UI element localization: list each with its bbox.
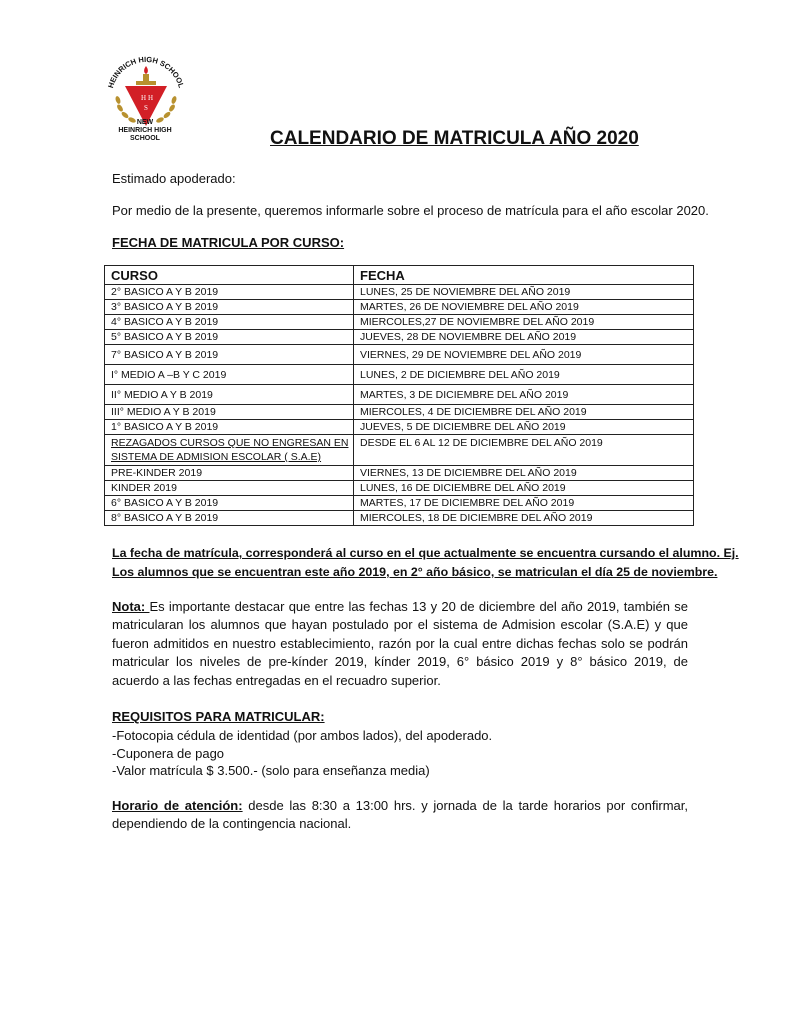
cell-fecha: LUNES, 25 DE NOVIEMBRE DEL AÑO 2019 (354, 285, 694, 300)
horario-text: desde las 8:30 a 13:00 hrs. y jornada de la tarde horarios por confirmar, dependiendo de la contingencia nacional. (112, 798, 688, 832)
requisito-item: -Fotocopia cédula de identidad (por ambos lados), del apoderado. (112, 728, 493, 743)
table-row (105, 345, 694, 365)
cell-curso: PRE-KINDER 2019 (105, 466, 354, 481)
logo-monogram-1: H (141, 94, 147, 102)
logo-monogram-2: H (148, 94, 154, 102)
table-row (105, 481, 694, 496)
header-fecha: FECHA (354, 266, 694, 285)
header-curso: CURSO (105, 266, 354, 285)
cell-curso: 5° BASICO A Y B 2019 (105, 330, 354, 345)
logo-arc-text: HEINRICH HIGH SCHOOL (106, 54, 186, 90)
cell-curso-rezagados (105, 435, 354, 466)
requisitos-heading: REQUISITOS PARA MATRICULAR: (112, 709, 325, 724)
cell-fecha: LUNES, 16 DE DICIEMBRE DEL AÑO 2019 (354, 481, 694, 496)
table-row (105, 435, 694, 466)
cell-fecha: MIERCOLES, 18 DE DICIEMBRE DEL AÑO 2019 (354, 511, 694, 526)
table-row (105, 300, 694, 315)
logo-monogram-3: S (144, 104, 148, 112)
cell-curso: 7° BASICO A Y B 2019 (105, 345, 354, 365)
cell-fecha: VIERNES, 29 DE NOVIEMBRE DEL AÑO 2019 (354, 345, 694, 365)
logo-caption (104, 119, 186, 143)
rezagados-line2: SISTEMA DE ADMISION ESCOLAR ( S.A.E) (111, 451, 322, 463)
horario-label: Horario de atención: (112, 798, 243, 813)
cell-fecha: VIERNES, 13 DE DICIEMBRE DEL AÑO 2019 (354, 466, 694, 481)
cell-curso: 8° BASICO A Y B 2019 (105, 511, 354, 526)
logo-caption-line2: HEINRICH HIGH SCHOOL (118, 127, 172, 142)
table-row (105, 405, 694, 420)
table-header-row (105, 266, 694, 285)
table-row (105, 385, 694, 405)
bold-note-line1: La fecha de matrícula, corresponderá al curso en el que actualmente se encuentra cursando el alumno. Ej. (112, 546, 739, 560)
cell-curso: KINDER 2019 (105, 481, 354, 496)
cell-fecha: MARTES, 26 DE NOVIEMBRE DEL AÑO 2019 (354, 300, 694, 315)
cell-fecha: JUEVES, 5 DE DICIEMBRE DEL AÑO 2019 (354, 420, 694, 435)
logo-caption-line1: NEW (136, 119, 154, 126)
greeting: Estimado apoderado: (112, 171, 236, 186)
intro-paragraph: Por medio de la presente, queremos informarle sobre el proceso de matrícula para el año escolar 2020. (112, 203, 709, 218)
bold-note-line2: Los alumnos que se encuentran este año 2019, en 2° año básico, se matriculan el día 25 de noviembre. (112, 565, 718, 579)
table-row (105, 330, 694, 345)
rezagados-line1: REZAGADOS CURSOS QUE NO ENGRESAN EN (111, 437, 349, 449)
table-row (105, 420, 694, 435)
cell-fecha: MARTES, 3 DE DICIEMBRE DEL AÑO 2019 (354, 385, 694, 405)
nota-paragraph (112, 598, 688, 690)
page-title: CALENDARIO DE MATRICULA AÑO 2020 (270, 128, 639, 149)
horario-paragraph (112, 797, 688, 834)
cell-curso: I° MEDIO A –B Y C 2019 (105, 365, 354, 385)
nota-text: Es importante destacar que entre las fechas 13 y 20 de diciembre del año 2019, también se matricularan los alumnos que hayan postulado por el sistema de Admision escolar (S.A.E) y que fueron admitidos en nuestro establecimiento, razón por la cual entre dichas fechas solo se podrán matricular los niveles de pre-kínder 2019, kínder 2019, 6° básico 2019 y 8° básico 2019, de acuerdo a las fechas entregadas en el recuadro superior. (112, 599, 688, 688)
cell-curso: 2° BASICO A Y B 2019 (105, 285, 354, 300)
requisito-item: -Cuponera de pago (112, 746, 225, 761)
cell-curso: II° MEDIO A Y B 2019 (105, 385, 354, 405)
cell-curso: III° MEDIO A Y B 2019 (105, 405, 354, 420)
table-row (105, 315, 694, 330)
cell-curso: 6° BASICO A Y B 2019 (105, 496, 354, 511)
requisito-item: -Valor matrícula $ 3.500.- (solo para enseñanza media) (112, 763, 430, 778)
cell-fecha: JUEVES, 28 DE NOVIEMBRE DEL AÑO 2019 (354, 330, 694, 345)
table-row (105, 365, 694, 385)
cell-fecha: MARTES, 17 DE DICIEMBRE DEL AÑO 2019 (354, 496, 694, 511)
table-heading: FECHA DE MATRICULA POR CURSO: (112, 235, 345, 250)
cell-fecha: LUNES, 2 DE DICIEMBRE DEL AÑO 2019 (354, 365, 694, 385)
nota-label: Nota: (112, 599, 150, 614)
cell-fecha: MIERCOLES, 4 DE DICIEMBRE DEL AÑO 2019 (354, 405, 694, 420)
cell-curso: 3° BASICO A Y B 2019 (105, 300, 354, 315)
table-row (105, 466, 694, 481)
enrollment-calendar-table (104, 265, 694, 526)
cell-curso: 4° BASICO A Y B 2019 (105, 315, 354, 330)
table-row (105, 285, 694, 300)
table-row (105, 496, 694, 511)
cell-curso: 1° BASICO A Y B 2019 (105, 420, 354, 435)
cell-fecha: DESDE EL 6 AL 12 DE DICIEMBRE DEL AÑO 2019 (354, 435, 694, 466)
table-row (105, 511, 694, 526)
cell-fecha: MIERCOLES,27 DE NOVIEMBRE DEL AÑO 2019 (354, 315, 694, 330)
